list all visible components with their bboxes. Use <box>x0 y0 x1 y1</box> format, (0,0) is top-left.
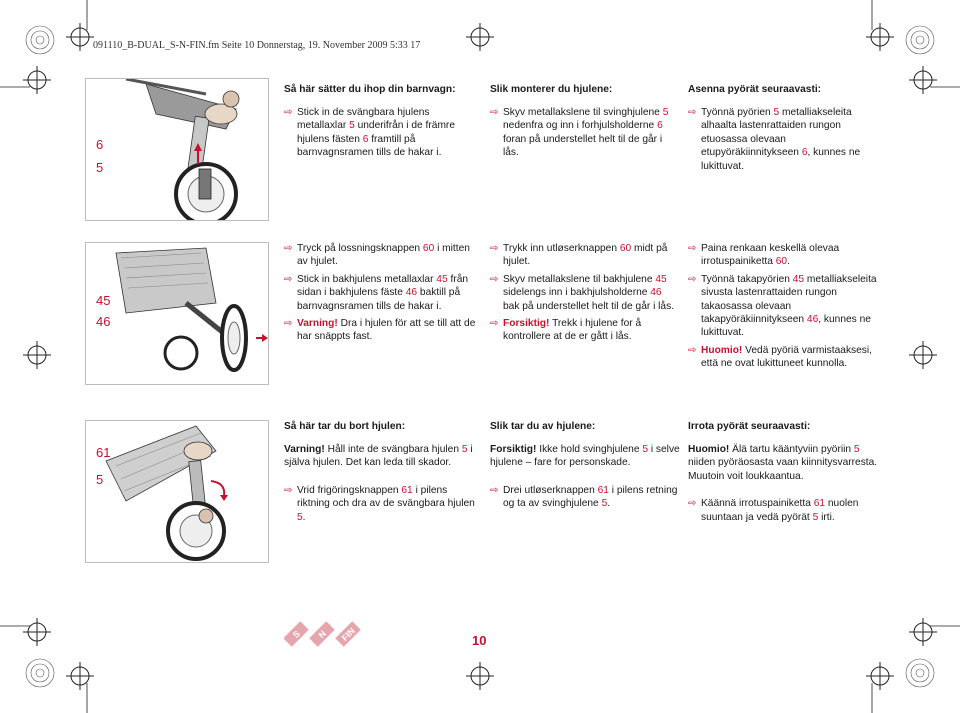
callout-number: 46 <box>96 314 111 329</box>
reference-number: 60 <box>775 256 788 268</box>
instruction-step <box>490 106 680 160</box>
text-fragment: bak på understellet helt til de går i lås. <box>503 300 675 312</box>
lang-tab-fin <box>335 621 360 646</box>
text-fragment: underifrån i de främre hjulens fästen <box>297 120 455 145</box>
svg-text:FIN: FIN <box>339 625 358 644</box>
reference-number: 5 <box>853 444 860 455</box>
instruction-step <box>688 344 878 371</box>
section-heading: Slik tar du av hjulene: <box>490 421 596 432</box>
text-fragment: i själva hjulen. Det kan leda till skador. <box>284 444 473 469</box>
text-fragment: . <box>302 511 306 523</box>
callout-number: 6 <box>96 137 104 152</box>
text-fragment: Trekk i hjulene for å kontrollere at de er gått i lås. <box>503 318 642 343</box>
reference-number: 6 <box>801 147 808 159</box>
lang-tab-n <box>309 621 334 646</box>
instruction-step <box>490 484 680 511</box>
text-fragment: Stick in bakhjulens metallaxlar <box>297 273 437 285</box>
text-fragment: framtill på barnvagnsramen tills de hakar i. <box>297 133 442 159</box>
text-fragment: . <box>607 498 611 510</box>
instruction-step <box>688 273 878 340</box>
text-fragment: i pilens riktning och dra av de svängbara hjulen <box>297 484 475 510</box>
reference-number: 6 <box>657 120 663 132</box>
instruction-step <box>284 273 476 313</box>
reference-number: 45 <box>436 273 448 285</box>
section-heading: Asenna pyörät seuraavasti: <box>688 84 822 95</box>
arrow-icon: ⇨ <box>284 273 293 285</box>
instruction-step <box>490 242 680 269</box>
text-fragment: nedenfra og inn i forhjulsholderne <box>503 120 658 132</box>
illustration-front-wheel-mount <box>85 78 269 221</box>
illustration-wheel-removal <box>85 420 269 563</box>
reference-number: 45 <box>792 273 805 285</box>
reference-number: 46 <box>806 314 819 326</box>
arrow-icon: ⇨ <box>688 498 697 510</box>
section-heading: Irrota pyörät seuraavasti: <box>688 421 811 432</box>
arrow-icon: ⇨ <box>284 484 293 496</box>
text-fragment: Vedä pyöriä varmistaaksesi, että ne ovat lukittuneet kunnolla. <box>701 344 872 370</box>
text-fragment: irti. <box>818 511 835 523</box>
text-fragment: sidelengs inn i bakhjulsholderne <box>503 287 651 299</box>
text-fragment: Skyv metallakslene til bakhjulene <box>503 273 656 285</box>
warning-paragraph <box>688 443 878 483</box>
section1-sv <box>284 83 476 164</box>
reference-number: 5 <box>642 444 648 455</box>
instruction-step <box>284 484 476 524</box>
section3-sv <box>284 420 476 528</box>
text-fragment: niiden pyöräosasta vaan kiinnitysvarresta. Muutoin voit loukkaantua. <box>688 457 878 482</box>
reference-number: 5 <box>773 107 780 118</box>
text-fragment: baktill på barnvagnsramen tills de hakar i. <box>297 287 461 312</box>
text-fragment: Dra i hjulen för att se till att de har snäppts fast. <box>297 318 476 343</box>
instruction-step <box>490 273 680 313</box>
text-fragment: Skyv metallakslene til svinghjulene <box>503 107 663 118</box>
text-fragment: foran på understellet helt til de går i lås. <box>503 133 663 159</box>
instruction-step <box>688 106 878 173</box>
instruction-step <box>688 242 878 269</box>
text-fragment: i mitten av hjulet. <box>297 243 470 268</box>
arrow-icon: ⇨ <box>284 107 293 118</box>
section2-no <box>490 242 680 348</box>
text-fragment: från sidan i bakhjulens fäste <box>297 273 469 299</box>
section1-fi <box>688 83 878 177</box>
section-heading: Slik monterer du hjulene: <box>490 84 613 95</box>
section-heading: Så här sätter du ihop din barnvagn: <box>284 84 456 95</box>
svg-text:N: N <box>316 628 329 641</box>
front-wheel-illustration <box>86 79 268 220</box>
reference-number: 46 <box>405 287 418 299</box>
svg-text:S: S <box>290 628 303 641</box>
reference-number: 5 <box>297 511 303 523</box>
illustration-rear-wheel-mount <box>85 242 269 385</box>
text-fragment: . <box>787 256 790 268</box>
arrow-icon: ⇨ <box>688 107 697 118</box>
arrow-icon: ⇨ <box>490 243 499 254</box>
reference-number: 6 <box>362 133 369 145</box>
callout-number: 5 <box>96 472 104 487</box>
text-fragment: Stick in de svängbara hjulens metallaxlar <box>297 107 430 132</box>
text-fragment: Trykk inn utløserknappen <box>503 243 620 254</box>
section3-no <box>490 420 680 515</box>
reference-number: 60 <box>422 243 435 254</box>
text-fragment: Työnnä pyörien <box>701 107 774 118</box>
reference-number: 45 <box>655 273 667 285</box>
arrow-icon: ⇨ <box>688 273 697 285</box>
text-fragment: , kunnes ne lukittuvat. <box>701 314 871 339</box>
warning-label: Forsiktig! <box>490 444 537 455</box>
instruction-step <box>284 242 476 269</box>
text-fragment: Tryck på lossningsknappen <box>297 243 423 254</box>
text-fragment: Työnnä takapyörien <box>701 273 793 285</box>
language-tabs <box>284 614 364 654</box>
text-fragment: , kunnes ne lukittuvat. <box>701 147 861 172</box>
text-fragment: metalliakseleita alhaalta lastenrattaiden rungon etuosassa olevaan etupyöräkiinnitykseen <box>701 107 852 159</box>
callout-number: 61 <box>96 445 111 460</box>
text-fragment: Älä tartu kääntyviin pyöriin <box>729 444 854 455</box>
reference-number: 5 <box>349 120 355 132</box>
reference-number: 61 <box>401 484 413 496</box>
section3-fi <box>688 420 878 528</box>
text-fragment: Paina renkaan keskellä olevaa irrotuspainiketta <box>701 243 840 268</box>
text-fragment: i pilens retning og ta av svinghjulene <box>503 484 678 510</box>
arrow-icon: ⇨ <box>284 318 293 330</box>
text-fragment: Håll inte de svängbara hjulen <box>324 444 462 455</box>
arrow-icon: ⇨ <box>490 318 499 330</box>
arrow-icon: ⇨ <box>490 273 499 285</box>
instruction-step <box>284 106 476 160</box>
callout-number: 45 <box>96 293 111 308</box>
wheel-removal-illustration <box>86 421 268 562</box>
text-fragment: nuolen suuntaan ja vedä pyörät <box>701 498 859 523</box>
warning-label: Forsiktig! <box>503 318 550 330</box>
warning-label: Huomio! <box>688 444 730 455</box>
instruction-step <box>284 317 476 344</box>
warning-paragraph <box>284 443 476 470</box>
reference-number: 5 <box>461 444 468 455</box>
reference-number: 5 <box>662 107 669 118</box>
reference-number: 5 <box>601 498 608 510</box>
warning-label: Varning! <box>297 318 338 330</box>
reference-number: 5 <box>812 511 819 523</box>
section2-sv <box>284 242 476 348</box>
lang-tab-s <box>284 621 309 646</box>
section2-fi <box>688 242 878 375</box>
file-header: 091110_B-DUAL_S-N-FIN.fm Seite 10 Donnerstag, 19. November 2009 5:33 17 <box>93 40 421 51</box>
rear-wheel-illustration <box>86 243 268 384</box>
page-number: 10 <box>472 633 487 648</box>
callout-number: 5 <box>96 160 104 175</box>
arrow-icon: ⇨ <box>284 243 293 254</box>
reference-number: 61 <box>813 498 826 510</box>
section1-no <box>490 83 680 164</box>
text-fragment: Vrid frigöringsknappen <box>297 484 402 496</box>
arrow-icon: ⇨ <box>490 484 499 496</box>
warning-label: Huomio! <box>701 344 743 356</box>
section-heading: Så här tar du bort hjulen: <box>284 421 406 432</box>
warning-label: Varning! <box>284 444 325 455</box>
text-fragment: Ikke hold svinghjulene <box>536 444 643 455</box>
text-fragment: Drei utløserknappen <box>503 484 598 496</box>
arrow-icon: ⇨ <box>490 107 499 118</box>
arrow-icon: ⇨ <box>688 243 697 254</box>
text-fragment: midt på hjulet. <box>503 243 668 268</box>
reference-number: 60 <box>619 243 632 254</box>
instruction-step <box>490 317 680 344</box>
text-fragment: Käännä irrotuspainiketta <box>701 498 814 510</box>
text-fragment: metalliakseleita sivusta lastenrattaiden rungon takaosassa olevaan takapyöräkiinnitykseen <box>701 273 877 326</box>
instruction-step <box>688 497 878 524</box>
reference-number: 61 <box>597 484 609 496</box>
text-fragment: i selve hjulene – fare for personskade. <box>490 444 680 469</box>
arrow-icon: ⇨ <box>688 344 697 356</box>
warning-paragraph <box>490 443 680 470</box>
reference-number: 46 <box>650 287 662 299</box>
